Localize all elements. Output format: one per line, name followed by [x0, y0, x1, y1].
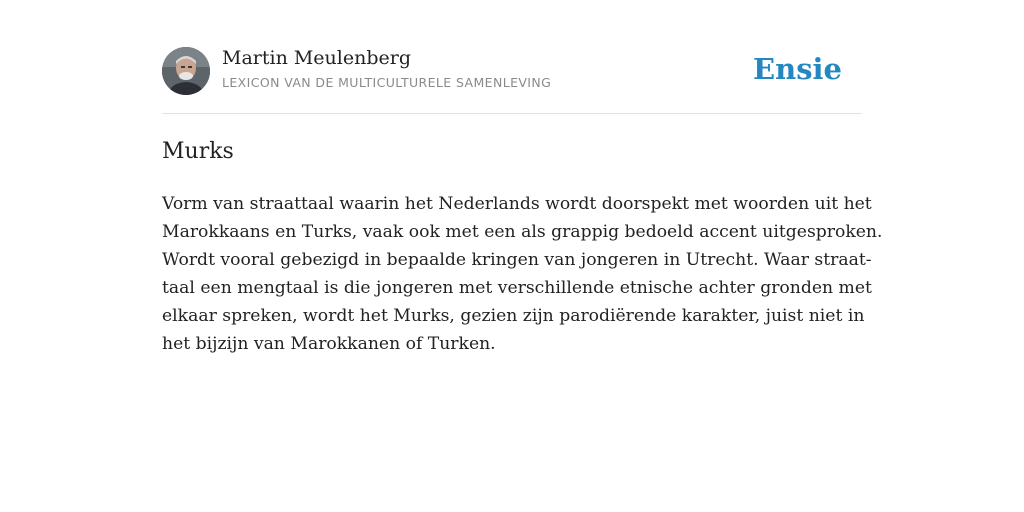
definition-line: taal een mengtaal is die jongeren met verschillende etnische achter gronden met — [162, 278, 872, 298]
ensie-logo[interactable]: Ensie — [753, 52, 842, 86]
entry-header — [162, 46, 862, 96]
header-divider — [162, 113, 862, 114]
definition-line: Vorm van straattaal waarin het Nederlands wordt doorspekt met woorden uit het — [162, 194, 872, 214]
author-name[interactable]: Martin Meulenberg — [222, 47, 411, 69]
avatar-portrait-icon — [162, 47, 210, 95]
definition-line: Marokkaans en Turks, vaak ook met een als grappig bedoeld accent uitgesproken. — [162, 222, 883, 242]
definition-line: Wordt vooral gebezigd in bepaalde kringen van jongeren in Utrecht. Waar straat- — [162, 250, 872, 270]
definition-line: elkaar spreken, wordt het Murks, gezien zijn parodiërende karakter, juist niet in — [162, 306, 865, 326]
entry-card — [162, 46, 883, 354]
author-avatar[interactable] — [162, 47, 210, 95]
source-name[interactable]: LEXICON VAN DE MULTICULTURELE SAMENLEVING — [222, 75, 552, 90]
entry-title: Murks — [162, 139, 234, 164]
entry-definition — [162, 190, 883, 358]
definition-line: het bijzijn van Marokkanen of Turken. — [162, 334, 496, 354]
